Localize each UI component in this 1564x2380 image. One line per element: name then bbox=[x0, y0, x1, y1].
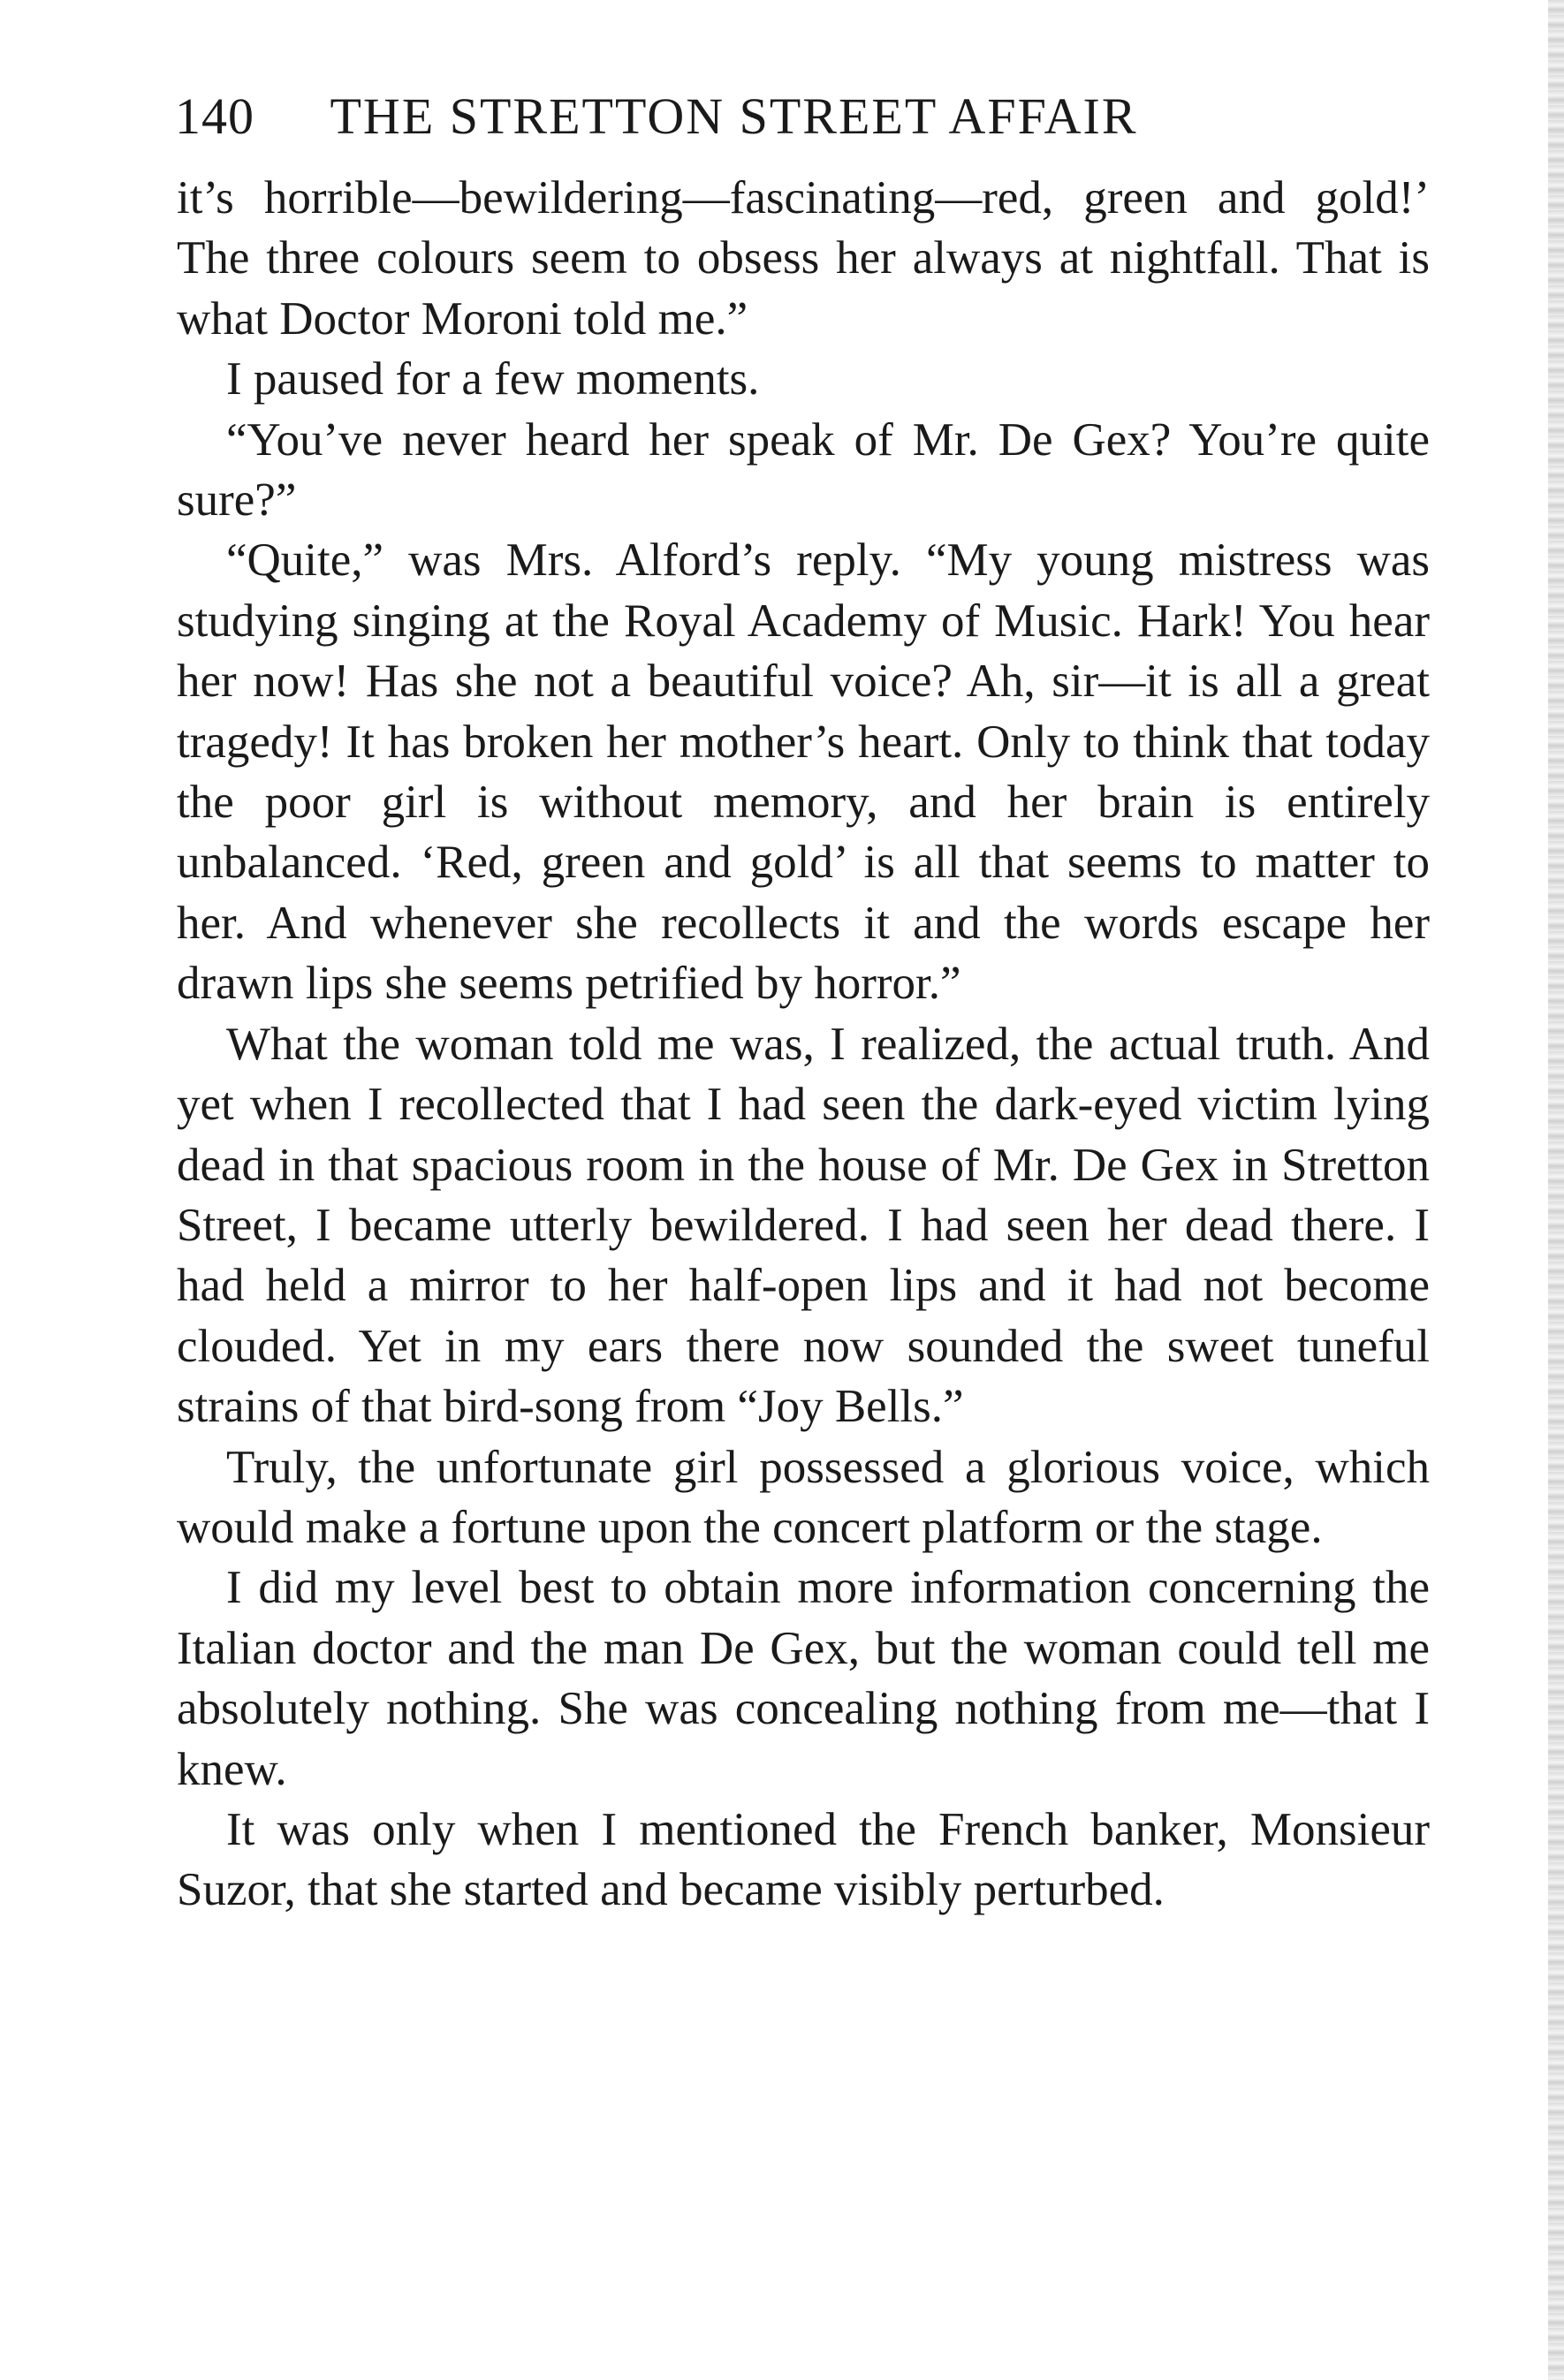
running-title: THE STRETTON STREET AFFAIR bbox=[330, 87, 1138, 145]
paragraph: I did my level best to obtain more information concerning the Italian doctor and the man De Gex, but the woman could tell me absolutely nothing. She was concealing nothing from me—that I knew. bbox=[177, 1562, 1430, 1795]
paragraph: What the woman told me was, I realized, the actual truth. And yet when I recollected that I had seen the dark-eyed victim lying dead in that spacious room in the house of Mr. De Gex in Stretton Street, I became utterly bewildered. I had seen her dead there. I had held a mirror to her half-open lips and it had not become clouded. Yet in my ears there now sounded the sweet tuneful strains of that bird-song from “Joy Bells.” bbox=[177, 1018, 1430, 1433]
page-edge-shadow bbox=[1548, 0, 1564, 2380]
paragraph: it’s horrible—bewildering—fascinating—red, green and gold!’ The three colours seem to obsess her always at nightfall. That is what Doctor Moroni told me.” bbox=[177, 172, 1430, 345]
paragraph: “You’ve never heard her speak of Mr. De Gex? You’re quite sure?” bbox=[177, 413, 1430, 527]
paragraph: Truly, the unfortunate girl possessed a glorious voice, which would make a fortune upon the concert platform or the stage. bbox=[177, 1441, 1430, 1553]
paragraph: It was only when I mentioned the French banker, Monsieur Suzor, that she started and became visibly perturbed. bbox=[177, 1803, 1430, 1916]
page-number: 140 bbox=[175, 87, 254, 145]
body-text bbox=[177, 168, 1430, 1921]
paragraph: “Quite,” was Mrs. Alford’s reply. “My young mistress was studying singing at the Royal Academy of Music. Hark! You hear her now! Has she not a beautiful voice? Ah, sir—it is all a great tragedy! It has broken her mother’s heart. Only to think that today the poor girl is without memory, and her brain is entirely unbalanced. ‘Red, green and gold’ is all that seems to matter to her. And whenever she recollects it and the words escape her drawn lips she seems petrified by horror.” bbox=[177, 534, 1430, 1010]
running-head bbox=[175, 81, 1430, 152]
paragraph: I paused for a few moments. bbox=[226, 353, 760, 406]
